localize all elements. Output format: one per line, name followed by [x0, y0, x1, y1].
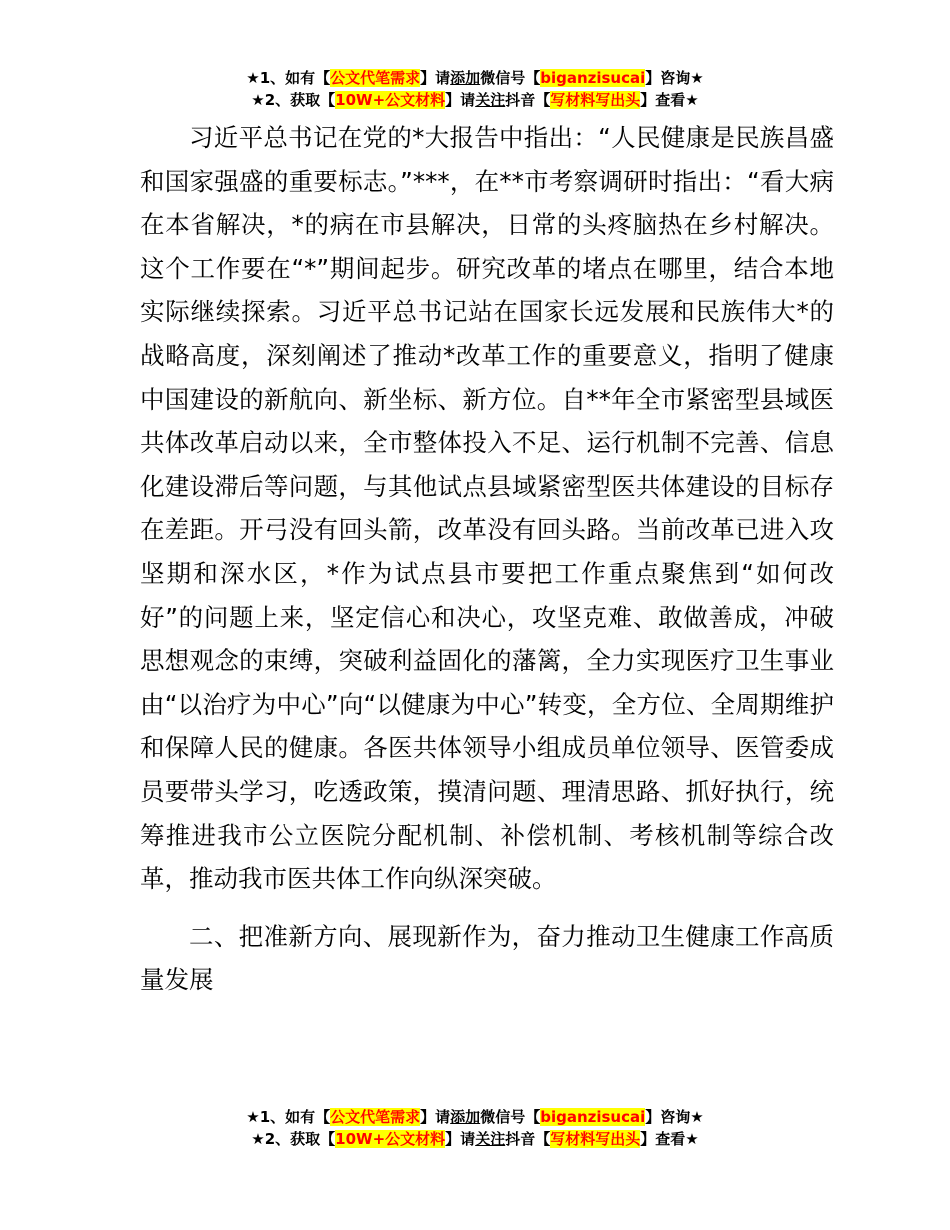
banner-text: 微信号【: [480, 1108, 541, 1126]
banner-line-1: [0, 67, 950, 89]
highlight-service: 公文代笔需求: [330, 1108, 421, 1126]
document-body: [140, 116, 834, 1002]
underlined-text: 关注: [475, 91, 506, 109]
banner-line-1: [0, 1106, 950, 1128]
header-banner: [0, 67, 950, 111]
underlined-text: 关注: [475, 1130, 506, 1148]
underlined-text: 添加: [450, 1108, 481, 1126]
body-paragraph: 习近平总书记在党的*大报告中指出：“人民健康是民族昌盛和国家强盛的重要标志。”***，在**市考察调研时指出：“看大病在本省解决，*的病在市县解决，日常的头疼脑热在乡村解决。这个工作要在“*”期间起步。研究改革的堵点在哪里，结合本地实际继续探索。习近平总书记站在国家长远发展和民族伟大*的战略高度，深刻阐述了推动*改革工作的重要意义，指明了健康中国建设的新航向、新坐标、新方位。自**年全市紧密型县域医共体改革启动以来，全市整体投入不足、运行机制不完善、信息化建设滞后等问题，与其他试点县域紧密型医共体建设的目标存在差距。开弓没有回头箭，改革没有回头路。当前改革已进入攻坚期和深水区，*作为试点县市要把工作重点聚焦到“如何改好”的问题上来，坚定信心和决心，攻坚克难、敢做善成，冲破思想观念的束缚，突破利益固化的藩篱，全力实现医疗卫生事业由“以治疗为中心”向“以健康为中心”转变，全方位、全周期维护和保障人民的健康。各医共体领导小组成员单位领导、医管委成员要带头学习，吃透政策，摸清问题、理清思路、抓好执行，统筹推进我市公立医院分配机制、补偿机制、考核机制等综合改革，推动我市医共体工作向纵深突破。: [140, 123, 834, 894]
highlight-materials: 10W+公文材料: [335, 1130, 446, 1148]
banner-text: 微信号【: [480, 69, 541, 87]
banner-text: 】请: [445, 1130, 476, 1148]
banner-line-2: [0, 1128, 950, 1150]
banner-text: 2、获取【: [264, 1130, 336, 1148]
highlight-wechat-id: biganzisucai: [540, 1108, 646, 1126]
underlined-text: 添加: [450, 69, 481, 87]
highlight-douyin-account: 写材料写出头: [550, 1130, 641, 1148]
banner-text: 】查看: [640, 91, 686, 109]
footer-banner: [0, 1106, 950, 1150]
banner-line-2: [0, 89, 950, 111]
banner-text: 】查看: [640, 1130, 686, 1148]
banner-text: 1、如有【: [259, 69, 331, 87]
banner-text: 】请: [420, 69, 451, 87]
section-heading: 二、把准新方向、展现新作为，奋力推动卫生健康工作高质量发展: [140, 921, 834, 995]
star-icon: ★: [246, 1108, 260, 1126]
star-icon: ★: [690, 69, 704, 87]
star-icon: ★: [685, 91, 699, 109]
banner-text: 】请: [445, 91, 476, 109]
banner-text: 2、获取【: [264, 91, 336, 109]
highlight-materials: 10W+公文材料: [335, 91, 446, 109]
banner-text: 】咨询: [645, 1108, 691, 1126]
banner-text: 】请: [420, 1108, 451, 1126]
banner-text: 抖音【: [505, 91, 551, 109]
star-icon: ★: [251, 91, 265, 109]
banner-text: 】咨询: [645, 69, 691, 87]
star-icon: ★: [251, 1130, 265, 1148]
banner-text: 抖音【: [505, 1130, 551, 1148]
star-icon: ★: [690, 1108, 704, 1126]
highlight-douyin-account: 写材料写出头: [550, 91, 641, 109]
star-icon: ★: [685, 1130, 699, 1148]
star-icon: ★: [246, 69, 260, 87]
highlight-service: 公文代笔需求: [330, 69, 421, 87]
highlight-wechat-id: biganzisucai: [540, 69, 646, 87]
banner-text: 1、如有【: [259, 1108, 331, 1126]
